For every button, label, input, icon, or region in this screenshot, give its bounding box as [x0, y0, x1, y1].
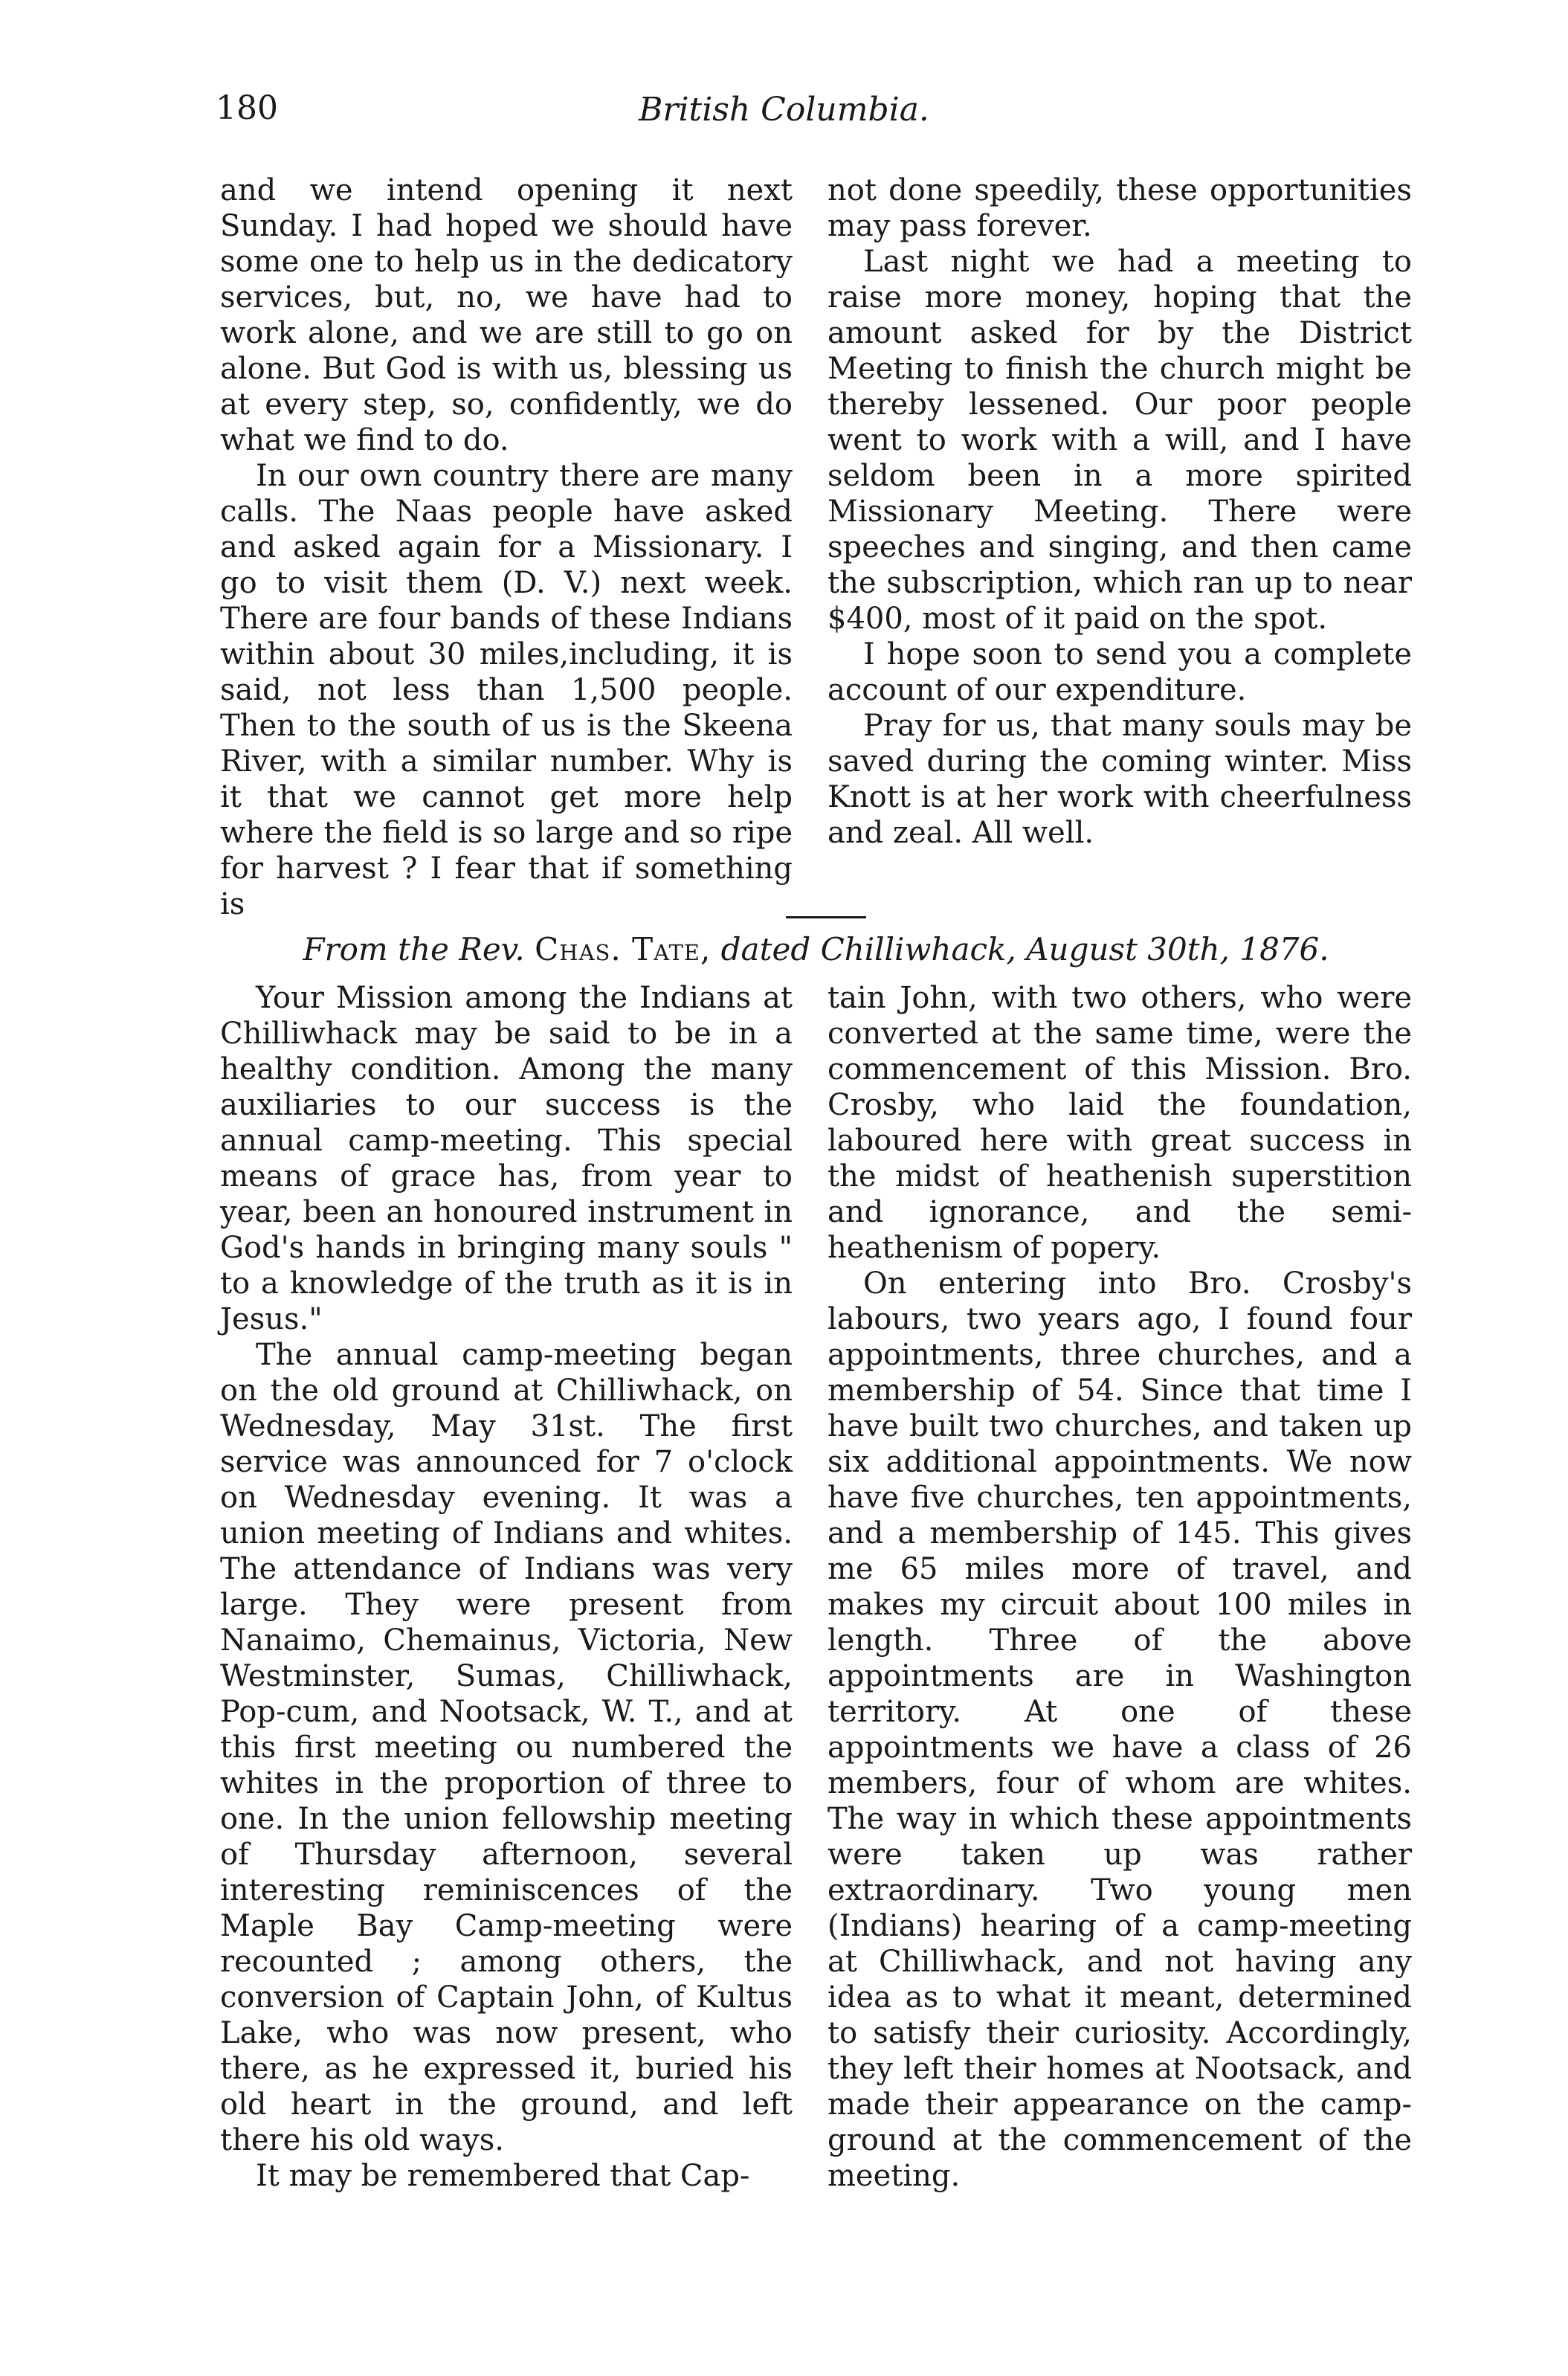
byline-dated: dated Chilliwhack, August 30th, 1876. — [720, 931, 1329, 968]
page-number: 180 — [216, 89, 278, 127]
paragraph: On entering into Bro. Crosby's labours, two years ago, I found four appointments, three churches, and a membership of 54. Since that time I have built two churches, and taken up six additional appointments. We now have five churches, ten appointments, and a membership of 145. This gives me 65 miles more of travel, and makes my circuit about 100 miles in length. Three of the above appointments are in Washington territory. At one of these appointments we have a class of 26 members, four of whom are whites. The way in which these appointments were taken up was rather extraordinary. Two young men (Indians) hearing of a camp-meeting at Chilliwhack, and not having any idea as to what it meant, determined to satisfy their curiosity. Accordingly, they left their homes at Nootsack, and made their appearance on the camp-ground at the commencement of the meeting. — [827, 1266, 1412, 2193]
paragraph: and we intend opening it next Sunday. I had hoped we should have some one to help us in the dedicatory services, but, no, we have had to work alone, and we are still to go on alone. But God is with us, blessing us at every step, so, confidently, we do what we find to do. — [220, 173, 793, 457]
section-divider — [786, 916, 866, 918]
paragraph: not done speedily, these opportunities may pass forever. — [827, 173, 1412, 243]
paragraph: tain John, with two others, who were converted at the same time, were the commencement of this Mission. Bro. Crosby, who laid the foundation, laboured here with great success in the midst of heathenish superstition and ignorance, and the semi-heathenism of popery. — [827, 981, 1412, 1265]
top-left-column — [220, 173, 793, 922]
paragraph: Your Mission among the Indians at Chilliwhack may be said to be in a healthy condition. Among the many auxiliaries to our success is the annual camp-meeting. This special means of grace has, from year to year, been an honoured instrument in God's hands in bringing many souls " to a knowledge of the truth as it is in Jesus." — [220, 981, 793, 1336]
paragraph: It may be remembered that Cap- — [256, 2159, 750, 2193]
byline-from: From the Rev. — [303, 931, 525, 968]
letter-left-column — [220, 980, 793, 2194]
top-right-column — [827, 173, 1412, 851]
running-head: British Columbia. — [639, 91, 929, 129]
paragraph: I hope soon to send you a complete account of our expenditure. — [827, 637, 1412, 707]
letter-right-column — [827, 980, 1412, 2194]
paragraph: In our own country there are many calls. The Naas people have asked and asked again for a Missionary. I go to visit them (D. V.) next week. There are four bands of these Indians within about 30 miles,including, it is said, not less than 1,500 people. Then to the south of us is the Skeena River, with a similar number. Why is it that we cannot get more help where the field is so large and so ripe for harvest ? I fear that if something is — [220, 459, 793, 921]
paragraph: Pray for us, that many souls may be saved during the coming winter. Miss Knott is at her work with cheerfulness and zeal. All well. — [827, 709, 1412, 850]
letter-byline — [220, 931, 1412, 968]
byline-author: Chas. Tate, — [535, 931, 712, 968]
paragraph: Last night we had a meeting to raise more money, hoping that the amount asked for by the District Meeting to finish the church might be thereby lessened. Our poor people went to work with a will, and I have seldom been in a more spirited Missionary Meeting. There were speeches and singing, and then came the subscription, which ran up to near $400, most of it paid on the spot. — [827, 245, 1412, 636]
paragraph: The annual camp-meeting began on the old ground at Chilliwhack, on Wednesday, May 31st. The first service was announced for 7 o'clock on Wednesday evening. It was a union meeting of Indians and whites. The attendance of Indians was very large. They were present from Nanaimo, Chemainus, Victoria, New Westminster, Sumas, Chilliwhack, Pop-cum, and Nootsack, W. T., and at this first meeting ou numbered the whites in the proportion of three to one. In the union fellowship meeting of Thursday afternoon, several interesting reminiscences of the Maple Bay Camp-meeting were recounted ; among others, the conversion of Captain John, of Kultus Lake, who was now present, who there, as he expressed it, buried his old heart in the ground, and left there his old ways. — [220, 1338, 793, 2157]
